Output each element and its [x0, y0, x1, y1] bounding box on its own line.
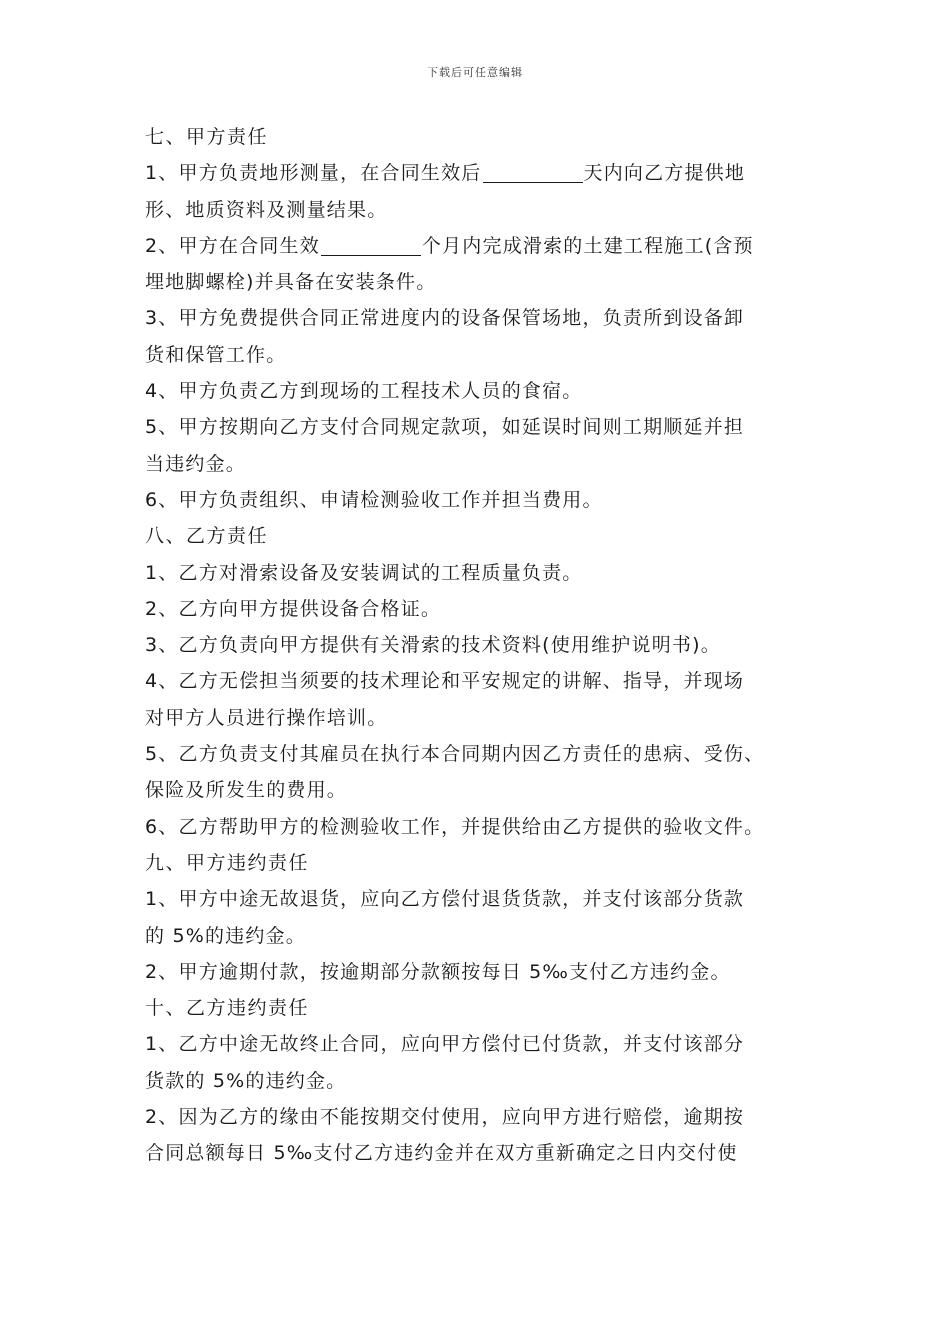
fill-in-blank-days	[483, 160, 583, 183]
fill-in-blank-months	[321, 233, 421, 256]
section-7-item-1-line-1	[145, 155, 815, 191]
section-10-title: 十、乙方违约责任	[145, 997, 310, 1020]
section-7-item-1-text-a: 1、甲方负责地形测量，在合同生效后	[145, 162, 482, 185]
section-7-item-3-line-2: 货和保管工作。	[145, 343, 287, 366]
page-header: 下载后可任意编辑	[427, 66, 523, 79]
section-7-item-4: 4、甲方负责乙方到现场的工程技术人员的食宿。	[145, 380, 583, 403]
section-7-item-5-line-1: 5、甲方按期向乙方支付合同规定款项，如延误时间则工期顺延并担	[145, 416, 745, 439]
section-7-item-1-text-b: 天内向乙方提供地	[583, 162, 746, 185]
section-10-item-1-line-2: 货款的 5%的违约金。	[145, 1069, 347, 1092]
section-7-item-2-text-b: 个月内完成滑索的土建工程施工(含预	[421, 234, 754, 257]
section-8-item-4-line-1: 4、乙方无偿担当须要的技术理论和平安规定的讲解、指导，并现场	[145, 670, 745, 693]
section-9-title: 九、甲方违约责任	[145, 851, 310, 874]
section-8-title: 八、乙方责任	[145, 525, 269, 548]
section-8-item-4-line-2: 对甲方人员进行操作培训。	[145, 706, 388, 729]
section-10-item-2-line-1: 2、因为乙方的缘由不能按期交付使用，应向甲方进行赔偿，逾期按	[145, 1106, 745, 1129]
section-7-item-3-line-1: 3、甲方免费提供合同正常进度内的设备保管场地，负责所到设备卸	[145, 307, 745, 330]
section-7-item-1-line-2: 形、地质资料及测量结果。	[145, 198, 388, 221]
section-8-item-2: 2、乙方向甲方提供设备合格证。	[145, 597, 442, 620]
section-8-item-3: 3、乙方负责向甲方提供有关滑索的技术资料(使用维护说明书)。	[145, 634, 721, 657]
section-10-item-1-line-1: 1、乙方中途无故终止合同，应向甲方偿付已付货款，并支付该部分	[145, 1033, 745, 1056]
section-7-title: 七、甲方责任	[145, 126, 269, 148]
section-7-item-2-line-1	[145, 228, 815, 264]
section-7-item-2-line-2: 埋地脚螺栓)并具备在安装条件。	[145, 271, 437, 294]
section-7-item-6: 6、甲方负责组织、申请检测验收工作并担当费用。	[145, 488, 603, 511]
section-8-item-5-line-1: 5、乙方负责支付其雇员在执行本合同期内因乙方责任的患病、受伤、	[145, 743, 765, 766]
section-9-item-1-line-1: 1、甲方中途无故退货，应向乙方偿付退货货款，并支付该部分货款	[145, 888, 745, 911]
section-7-item-5-line-2: 当违约金。	[145, 452, 247, 475]
section-8-item-1: 1、乙方对滑索设备及安装调试的工程质量负责。	[145, 561, 583, 584]
section-10-item-2-line-2: 合同总额每日 5‰支付乙方违约金并在双方重新确定之日内交付使	[145, 1142, 738, 1165]
section-8-item-6: 6、乙方帮助甲方的检测验收工作，并提供给由乙方提供的验收文件。	[145, 815, 765, 838]
section-7-item-2-text-a: 2、甲方在合同生效	[145, 234, 320, 257]
document-body	[145, 119, 815, 1172]
section-9-item-2: 2、甲方逾期付款，按逾期部分款额按每日 5‰支付乙方违约金。	[145, 960, 731, 983]
section-9-item-1-line-2: 的 5%的违约金。	[145, 924, 306, 947]
section-8-item-5-line-2: 保险及所发生的费用。	[145, 779, 348, 802]
